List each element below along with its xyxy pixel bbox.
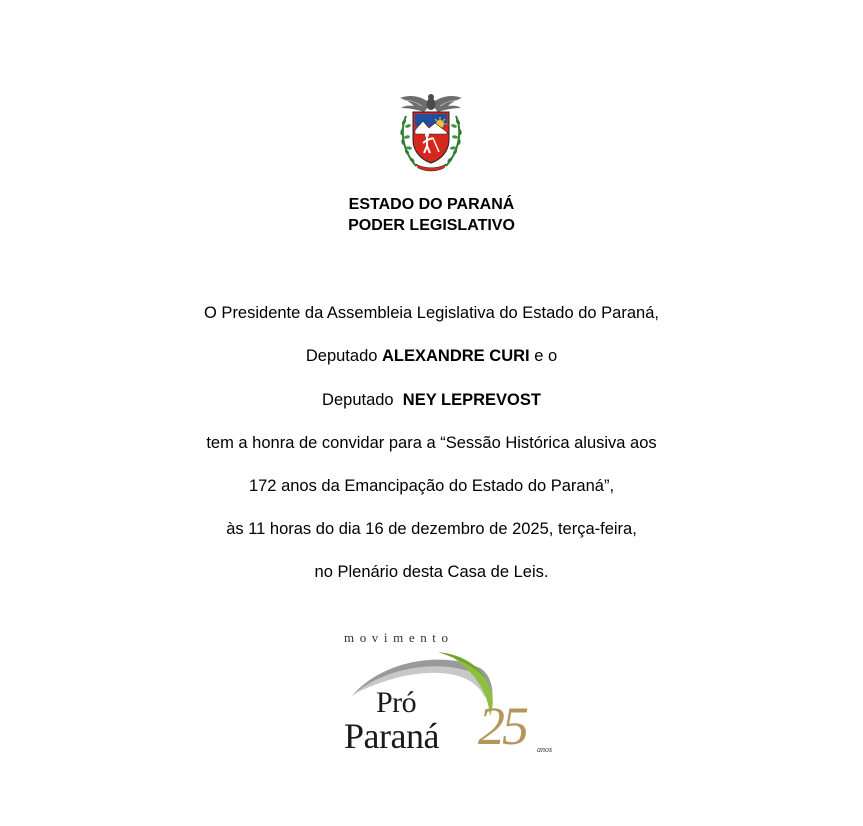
invitation-line-venue: no Plenário desta Casa de Leis. xyxy=(314,563,549,581)
pro-parana-logo xyxy=(330,628,570,758)
logo-anos: anos xyxy=(537,745,553,754)
invitation-line-curi xyxy=(0,345,863,367)
deputy-prefix: Deputado xyxy=(305,347,383,365)
deputy-suffix: e o xyxy=(529,347,558,365)
deputy-name-leprevost: NEY LEPREVOST xyxy=(402,391,541,409)
invitation-line-emancipation: 172 anos da Emancipação do Estado do Paraná”, xyxy=(248,477,615,495)
invitation-line-leprevost xyxy=(0,389,863,411)
deputy-name-curi: ALEXANDRE CURI xyxy=(382,347,530,365)
invitation-line-president: O Presidente da Assembleia Legislativa do Estado do Paraná, xyxy=(204,304,659,322)
header-state: ESTADO DO PARANÁ xyxy=(348,196,515,213)
invitation-line-honor: tem a honra de convidar para a “Sessão Histórica alusiva aos xyxy=(206,434,657,452)
deputy-prefix: Deputado xyxy=(322,391,403,409)
logo-parana: Paraná xyxy=(344,716,439,756)
logo-movimento: movimento xyxy=(344,630,454,645)
header-power: PODER LEGISLATIVO xyxy=(348,217,515,234)
coat-of-arms-icon xyxy=(398,90,464,174)
logo-number: 25 xyxy=(478,696,526,756)
invitation-line-datetime: às 11 horas do dia 16 de dezembro de 2025, terça-feira, xyxy=(226,520,637,538)
logo-pro: Pró xyxy=(376,686,417,719)
